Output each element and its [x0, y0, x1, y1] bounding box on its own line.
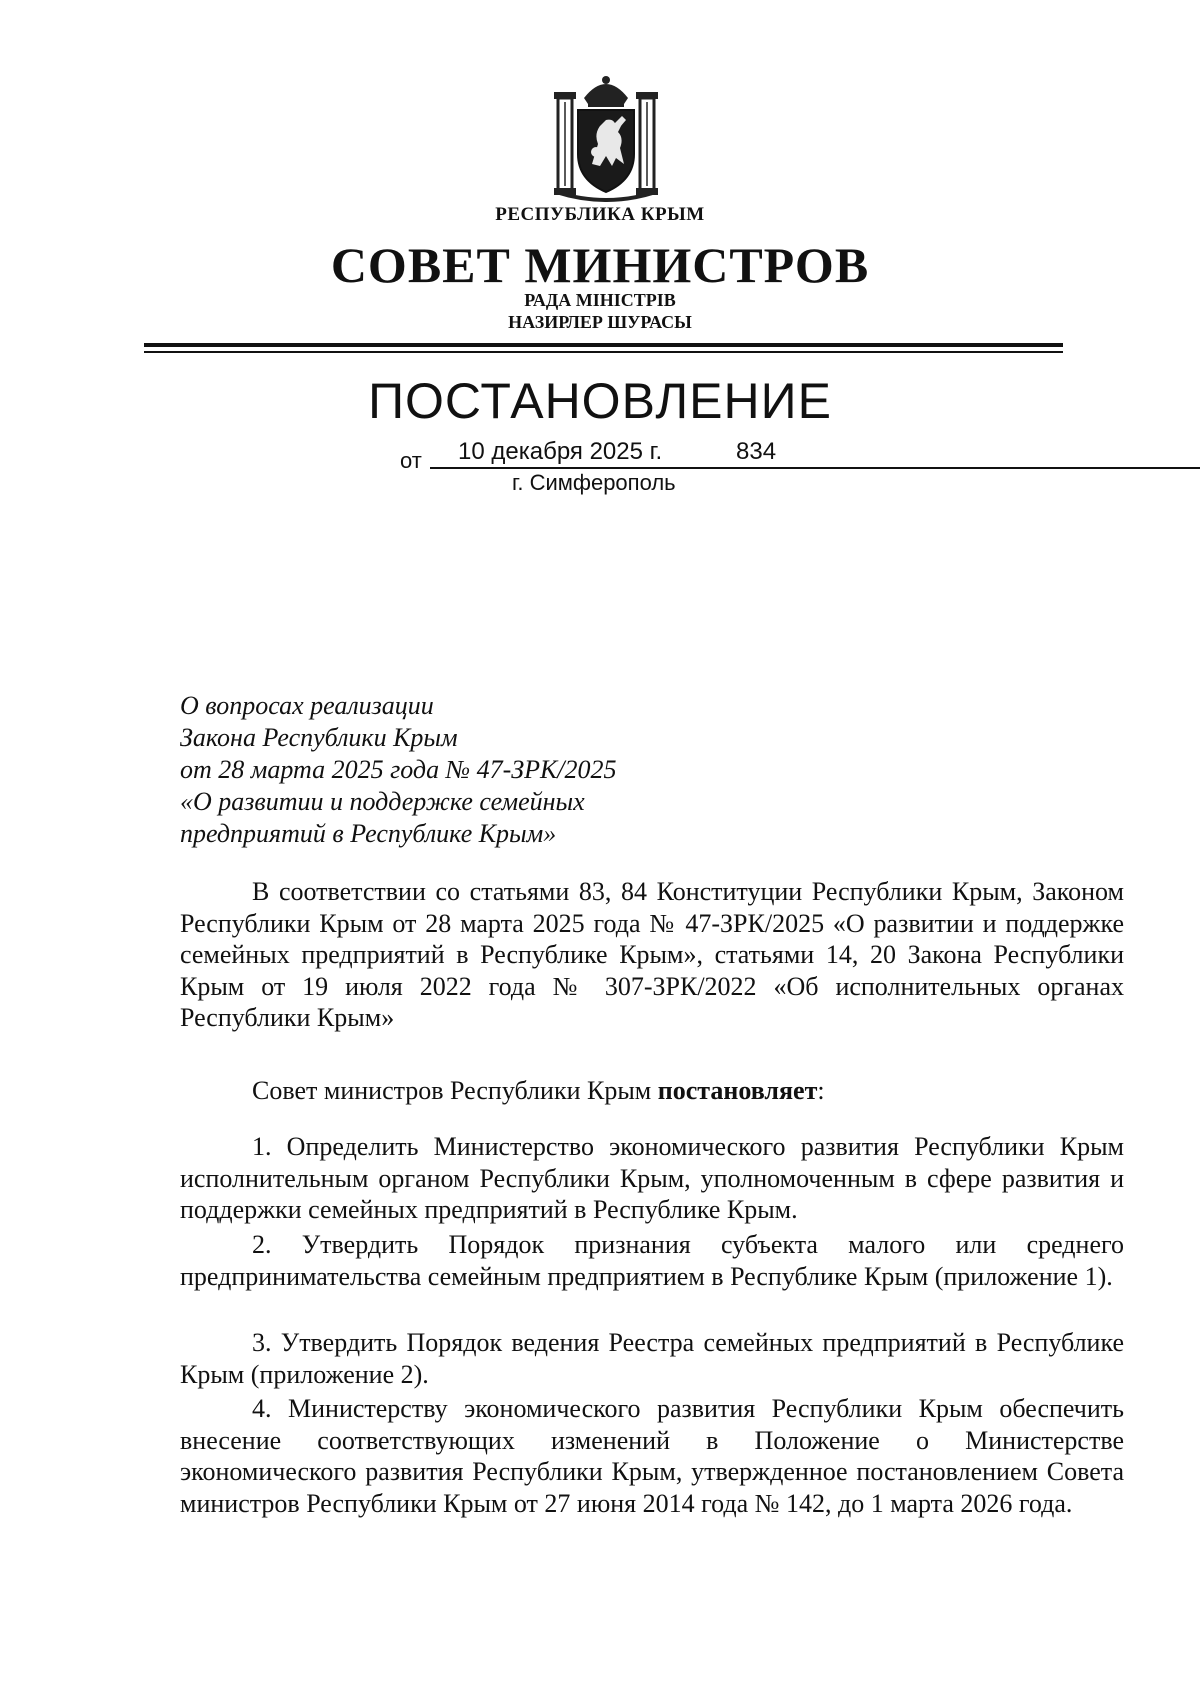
resolves-word: постановляет	[657, 1076, 818, 1105]
decree-city: г. Симферополь	[512, 470, 676, 495]
decree-item-2: 2. Утвердить Порядок признания субъекта малого или среднего предпринимательства семейным предприятием в Республике Крым (приложение 1).	[180, 1230, 1124, 1291]
council-title-crimean-tatar: НАЗИРЛЕР ШУРАСЫ	[508, 312, 692, 332]
decree-item-1: 1. Определить Министерство экономического развития Республики Крым исполнительным органом Республики Крым, уполномоченным в сфере развития и поддержки семейных предприятий в Республике Крым.	[180, 1132, 1124, 1224]
subject-line: от 28 марта 2025 года № 47-ЗРК/2025	[180, 755, 617, 784]
subject-line: «О развитии и поддержке семейных	[180, 787, 585, 816]
decree-title: ПОСТАНОВЛЕНИЕ	[368, 373, 832, 429]
council-title-ukrainian: РАДА МІНІСТРІВ	[524, 290, 676, 310]
resolves-prefix: Совет министров Республики Крым	[252, 1076, 658, 1105]
header-divider-thin	[144, 351, 1063, 353]
date-underline	[430, 467, 1200, 469]
subject-line: Закона Республики Крым	[180, 723, 458, 752]
republic-name: РЕСПУБЛИКА КРЫМ	[495, 204, 705, 225]
subject-line: О вопросах реализации	[180, 691, 434, 720]
preamble-paragraph: В соответствии со статьями 83, 84 Конституции Республики Крым, Законом Республики Крым от 28 марта 2025 года № 47-ЗРК/2025 «О развитии и поддержке семейных предприятий в Республике Крым», статьями 14, 20 Закона Республики Крым от 19 июля 2022 года № 307-ЗРК/2022 «Об исполнительных органах Республики Крым»	[180, 877, 1124, 1032]
decree-number: 834	[736, 438, 777, 465]
decree-item-4: 4. Министерству экономического развития Республики Крым обеспечить внесение соответствующих изменений в Положение о Министерстве экономического развития Республики Крым, утвержденное постановлением Совета министров Республики Крым от 27 июня 2014 года № 142, до 1 марта 2026 года.	[180, 1394, 1124, 1518]
decree-item-3: 3. Утвердить Порядок ведения Реестра семейных предприятий в Республике Крым (приложение 2).	[180, 1328, 1124, 1389]
crimea-coat-of-arms-icon	[548, 68, 664, 202]
date-prefix: от	[400, 448, 422, 473]
resolves-paragraph	[252, 1075, 1124, 1107]
subject-line: предприятий в Республике Крым»	[180, 819, 557, 848]
council-of-ministers-title: СОВЕТ МИНИСТРОВ	[330, 237, 870, 293]
decree-subject	[180, 690, 740, 850]
resolves-suffix: :	[817, 1076, 825, 1105]
header-divider-thick	[144, 343, 1063, 347]
decree-date: 10 декабря 2025 г.	[458, 438, 663, 465]
